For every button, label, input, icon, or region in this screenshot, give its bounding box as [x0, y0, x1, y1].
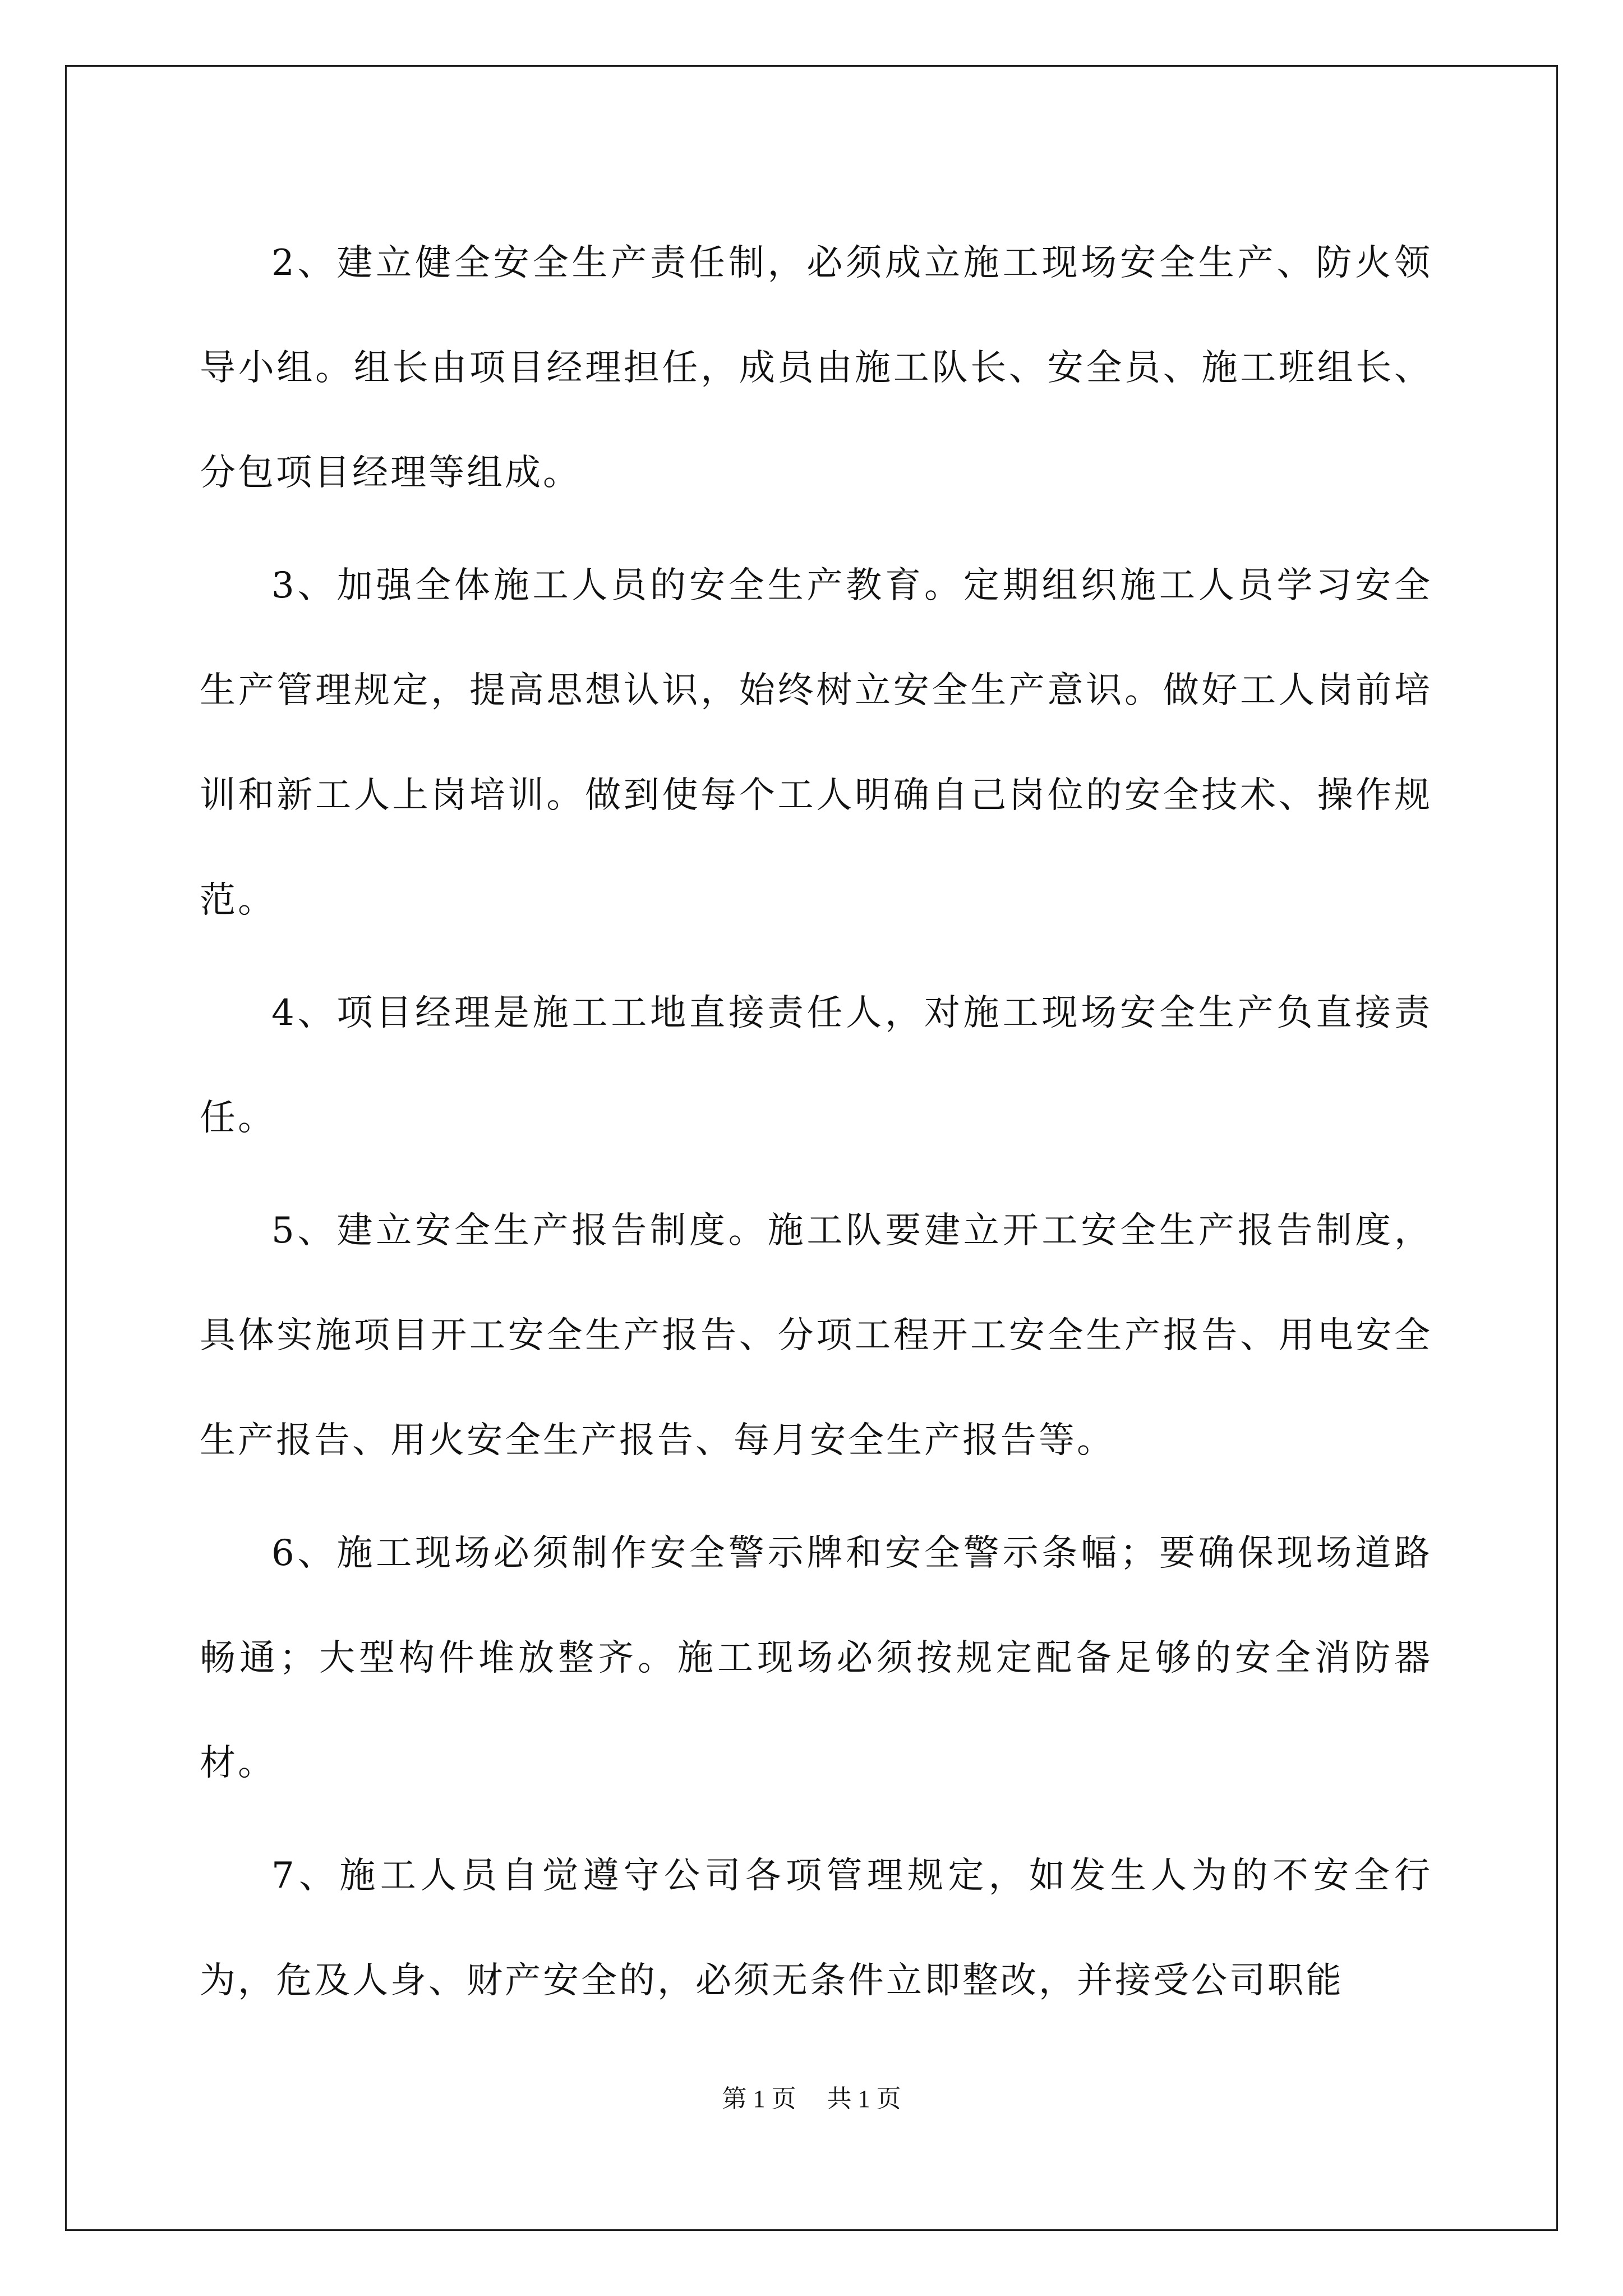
paragraph-item-7: 7、施工人员自觉遵守公司各项管理规定，如发生人为的不安全行为，危及人身、财产安全的，必须无条件立即整改，并接受公司职能	[200, 1855, 1432, 2001]
paragraph-item-2: 2、建立健全安全生产责任制，必须成立施工现场安全生产、防火领导小组。组长由项目经理担任，成员由施工队长、安全员、施工班组长、分包项目经理等组成。	[200, 242, 1432, 494]
paragraph-item-4: 4、项目经理是施工工地直接责任人，对施工现场安全生产负直接责任。	[200, 992, 1432, 1139]
paragraph-item-6: 6、施工现场必须制作安全警示牌和安全警示条幅；要确保现场道路畅通；大型构件堆放整齐。施工现场必须按规定配备足够的安全消防器材。	[200, 1533, 1432, 1784]
document-body	[200, 211, 1432, 2041]
paragraph-item-5: 5、建立安全生产报告制度。施工队要建立开工安全生产报告制度，具体实施项目开工安全生产报告、分项工程开工安全生产报告、用电安全生产报告、用火安全生产报告、每月安全生产报告等。	[200, 1210, 1432, 1461]
paragraph-item-3: 3、加强全体施工人员的安全生产教育。定期组织施工人员学习安全生产管理规定，提高思想认识，始终树立安全生产意识。做好工人岗前培训和新工人上岗培训。做到使每个工人明确自己岗位的安全技术、操作规范。	[200, 565, 1432, 921]
page-number-footer: 第 1 页 共 1 页	[722, 2085, 901, 2113]
